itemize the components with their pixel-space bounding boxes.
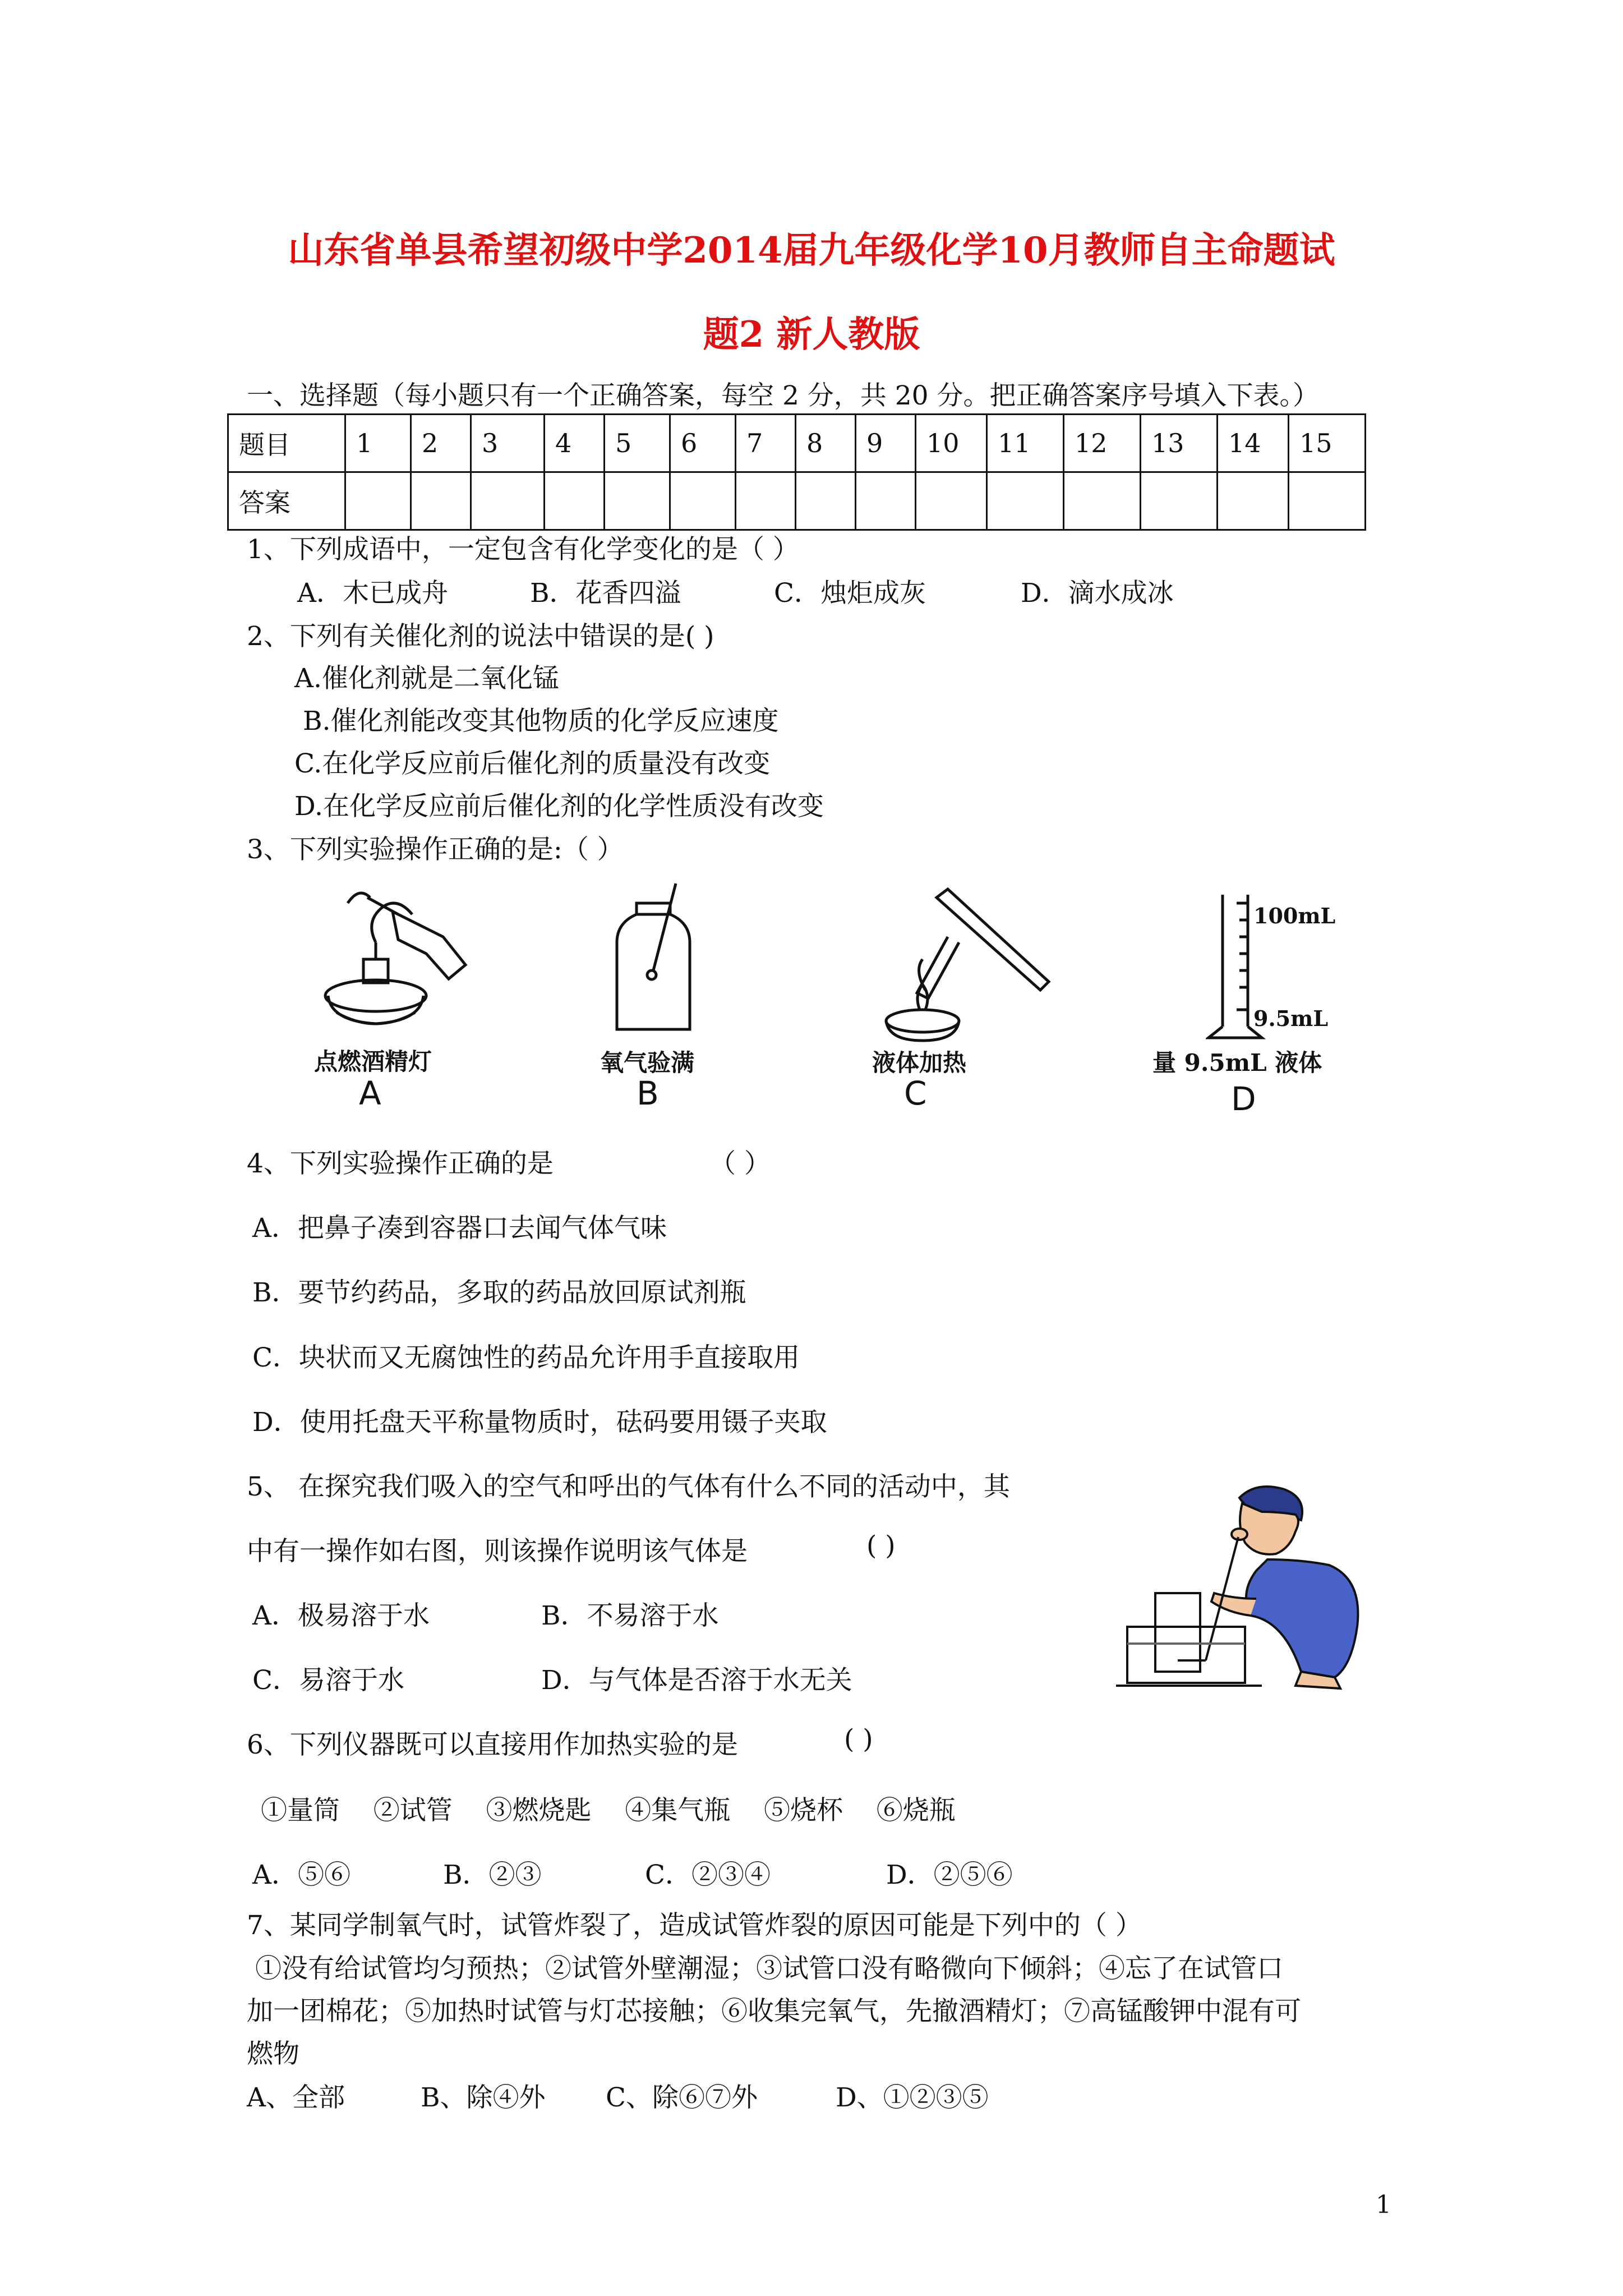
figure-b-letter: B bbox=[637, 1074, 659, 1112]
student-blowing-figure bbox=[1116, 1481, 1374, 1694]
table-cell: 6 bbox=[670, 415, 736, 472]
table-cell: 12 bbox=[1064, 415, 1141, 472]
table-cell: 3 bbox=[471, 415, 545, 472]
question-4-paren: （ ） bbox=[709, 1148, 771, 1179]
table-header-cell: 题目 bbox=[228, 415, 345, 472]
table-cell: 11 bbox=[987, 415, 1064, 472]
question-4-option-c: C．块状而又无腐蚀性的药品允许用手直接取用 bbox=[252, 1342, 800, 1373]
doc-title-line1: 山东省单县希望初级中学2014届九年级化学10月教师自主命题试 bbox=[288, 229, 1335, 272]
table-cell: 1 bbox=[345, 415, 411, 472]
question-1-option-a: A．木已成舟 bbox=[297, 578, 448, 609]
question-7-option-b: B、除④外 bbox=[421, 2082, 546, 2113]
question-6-option-b: B．②③ bbox=[443, 1860, 542, 1890]
answer-cell[interactable] bbox=[1289, 472, 1366, 530]
answer-cell[interactable] bbox=[1218, 472, 1289, 530]
question-1-stem: 1、下列成语中，一定包含有化学变化的是（ ） bbox=[247, 534, 799, 565]
question-7-option-c: C、除⑥⑦外 bbox=[606, 2082, 758, 2113]
answer-table bbox=[227, 413, 1366, 531]
figure-d-label: 量 9.5mL 液体 bbox=[1152, 1049, 1322, 1076]
alcohol-lamp-lighting-figure bbox=[314, 881, 482, 1049]
page-number: 1 bbox=[1376, 2191, 1391, 2219]
table-cell: 10 bbox=[916, 415, 987, 472]
figure-a-letter: A bbox=[359, 1074, 381, 1112]
question-6-option-d: D．②⑤⑥ bbox=[886, 1860, 1013, 1890]
gas-bottle-test-figure bbox=[611, 881, 707, 1038]
question-4-option-d: D．使用托盘天平称量物质时，砝码要用镊子夹取 bbox=[252, 1407, 827, 1438]
question-4-stem: 4、下列实验操作正确的是 bbox=[247, 1148, 554, 1179]
answer-cell[interactable] bbox=[736, 472, 796, 530]
question-7-body-line2: 加一团棉花；⑤加热时试管与灯芯接触；⑥收集完氧气，先撤酒精灯；⑦高锰酸钾中混有可 bbox=[247, 1996, 1301, 2027]
table-cell: 2 bbox=[411, 415, 471, 472]
answer-cell[interactable] bbox=[605, 472, 670, 530]
question-5-option-a: A．极易溶于水 bbox=[252, 1600, 430, 1631]
question-5-option-c: C．易溶于水 bbox=[252, 1665, 404, 1696]
question-5-line1: 5、 在探究我们吸入的空气和呼出的气体有什么不同的活动中，其 bbox=[247, 1471, 1010, 1502]
question-4-option-a: A．把鼻子凑到容器口去闻气体气味 bbox=[252, 1213, 667, 1244]
question-7-body-line1: ①没有给试管均匀预热；②试管外壁潮湿；③试管口没有略微向下倾斜；④忘了在试管口 bbox=[255, 1953, 1283, 1984]
liquid-heating-figure bbox=[880, 881, 1066, 1043]
question-6-items: ①量筒 ②试管 ③燃烧匙 ④集气瓶 ⑤烧杯 ⑥烧瓶 bbox=[261, 1795, 956, 1826]
answer-cell[interactable] bbox=[345, 472, 411, 530]
question-2-option-a: A.催化剂就是二氧化锰 bbox=[294, 663, 559, 694]
table-cell: 8 bbox=[796, 415, 856, 472]
table-header-cell: 答案 bbox=[228, 472, 345, 530]
question-7-option-a: A、全部 bbox=[247, 2082, 345, 2113]
table-cell: 4 bbox=[545, 415, 605, 472]
figure-c-letter: C bbox=[904, 1074, 927, 1112]
question-6-paren: ( ) bbox=[844, 1724, 873, 1755]
question-2-option-c: C.在化学反应前后催化剂的质量没有改变 bbox=[294, 748, 771, 779]
figure-b-label: 氧气验满 bbox=[600, 1049, 695, 1076]
doc-title-line2: 题2 新人教版 bbox=[703, 314, 920, 356]
figure-c-label: 液体加热 bbox=[872, 1049, 967, 1076]
cylinder-100ml-label: 100mL bbox=[1253, 903, 1336, 928]
question-7-stem: 7、某同学制氧气时，试管炸裂了，造成试管炸裂的原因可能是下列中的（ ） bbox=[247, 1910, 1142, 1941]
answer-cell[interactable] bbox=[670, 472, 736, 530]
figure-a-label: 点燃酒精灯 bbox=[314, 1048, 432, 1075]
answer-cell[interactable] bbox=[916, 472, 987, 530]
answer-cell[interactable] bbox=[987, 472, 1064, 530]
table-cell: 5 bbox=[605, 415, 670, 472]
question-6-stem: 6、下列仪器既可以直接用作加热实验的是 bbox=[247, 1729, 738, 1760]
table-cell: 13 bbox=[1141, 415, 1218, 472]
table-cell: 14 bbox=[1218, 415, 1289, 472]
question-7-body-line3: 燃物 bbox=[247, 2039, 299, 2069]
answer-cell[interactable] bbox=[1141, 472, 1218, 530]
question-5-option-d: D．与气体是否溶于水无关 bbox=[541, 1665, 852, 1696]
answer-cell[interactable] bbox=[1064, 472, 1141, 530]
table-cell: 15 bbox=[1289, 415, 1366, 472]
question-6-option-c: C．②③④ bbox=[645, 1860, 771, 1890]
table-cell: 7 bbox=[736, 415, 796, 472]
answer-cell[interactable] bbox=[545, 472, 605, 530]
answer-cell[interactable] bbox=[796, 472, 856, 530]
figure-d-letter: D bbox=[1231, 1080, 1256, 1118]
answer-cell[interactable] bbox=[856, 472, 916, 530]
table-cell: 9 bbox=[856, 415, 916, 472]
question-6-option-a: A．⑤⑥ bbox=[252, 1860, 351, 1890]
table-row-answers bbox=[228, 472, 1366, 530]
question-2-option-b: B.催化剂能改变其他物质的化学反应速度 bbox=[303, 706, 779, 737]
cylinder-9-5ml-label: 9.5mL bbox=[1253, 1006, 1329, 1031]
question-3-stem: 3、下列实验操作正确的是:（ ） bbox=[247, 834, 624, 865]
question-1-option-b: B．花香四溢 bbox=[530, 578, 681, 609]
question-1-option-c: C．烛炬成灰 bbox=[774, 578, 926, 609]
section-heading: 一、选择题（每小题只有一个正确答案，每空 2 分，共 20 分。把正确答案序号填入下表。） bbox=[247, 380, 1319, 411]
question-1-option-d: D．滴水成冰 bbox=[1021, 578, 1174, 609]
question-2-option-d: D.在化学反应前后催化剂的化学性质没有改变 bbox=[294, 791, 824, 822]
table-row-numbers bbox=[228, 415, 1366, 472]
question-4-option-b: B．要节约药品，多取的药品放回原试剂瓶 bbox=[252, 1277, 746, 1308]
answer-cell[interactable] bbox=[411, 472, 471, 530]
question-5-line2: 中有一操作如右图，则该操作说明该气体是 bbox=[247, 1536, 748, 1567]
question-7-option-d: D、①②③⑤ bbox=[836, 2082, 989, 2113]
question-2-stem: 2、下列有关催化剂的说法中错误的是( ) bbox=[247, 621, 714, 652]
answer-cell[interactable] bbox=[471, 472, 545, 530]
question-5-option-b: B．不易溶于水 bbox=[541, 1600, 719, 1631]
question-5-paren: ( ) bbox=[866, 1530, 896, 1561]
